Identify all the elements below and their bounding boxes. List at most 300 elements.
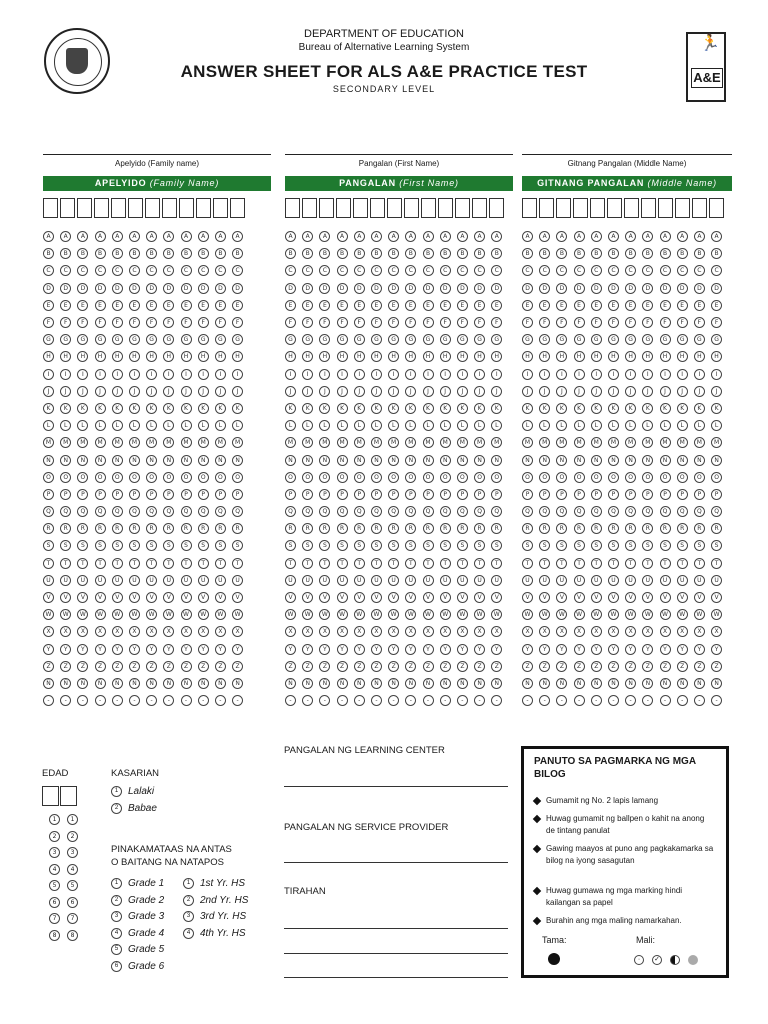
answer-bubble[interactable]: Y bbox=[574, 644, 585, 655]
answer-bubble[interactable]: U bbox=[556, 575, 567, 586]
answer-bubble[interactable]: C bbox=[491, 265, 502, 276]
answer-bubble[interactable]: Ñ bbox=[181, 678, 192, 689]
edad-digit-bubble[interactable]: 2 bbox=[49, 831, 60, 842]
answer-bubble[interactable]: E bbox=[215, 300, 226, 311]
answer-bubble[interactable]: T bbox=[539, 558, 550, 569]
answer-bubble[interactable]: C bbox=[198, 265, 209, 276]
answer-bubble[interactable]: S bbox=[163, 540, 174, 551]
answer-bubble[interactable]: Y bbox=[405, 644, 416, 655]
answer-bubble[interactable]: P bbox=[129, 489, 140, 500]
answer-bubble[interactable]: P bbox=[491, 489, 502, 500]
answer-bubble[interactable]: W bbox=[711, 609, 722, 620]
answer-bubble[interactable]: C bbox=[625, 265, 636, 276]
answer-bubble[interactable]: L bbox=[146, 420, 157, 431]
answer-bubble[interactable]: I bbox=[60, 369, 71, 380]
answer-bubble[interactable]: I bbox=[474, 369, 485, 380]
answer-bubble[interactable]: U bbox=[677, 575, 688, 586]
answer-bubble[interactable]: A bbox=[371, 231, 382, 242]
answer-bubble[interactable]: C bbox=[574, 265, 585, 276]
answer-bubble[interactable]: U bbox=[302, 575, 313, 586]
option-bubble[interactable]: 4 bbox=[183, 928, 194, 939]
answer-bubble[interactable]: O bbox=[129, 472, 140, 483]
answer-bubble[interactable]: J bbox=[625, 386, 636, 397]
letter-box[interactable] bbox=[60, 198, 75, 218]
answer-bubble[interactable]: F bbox=[491, 317, 502, 328]
answer-bubble[interactable]: - bbox=[319, 695, 330, 706]
answer-bubble[interactable]: N bbox=[302, 455, 313, 466]
answer-bubble[interactable]: U bbox=[232, 575, 243, 586]
answer-bubble[interactable]: Ñ bbox=[146, 678, 157, 689]
answer-bubble[interactable]: H bbox=[232, 351, 243, 362]
answer-bubble[interactable]: B bbox=[181, 248, 192, 259]
answer-bubble[interactable]: S bbox=[522, 540, 533, 551]
antas-option[interactable] bbox=[111, 961, 164, 972]
answer-bubble[interactable]: A bbox=[405, 231, 416, 242]
answer-bubble[interactable]: A bbox=[457, 231, 468, 242]
answer-bubble[interactable]: D bbox=[129, 283, 140, 294]
antas-option[interactable] bbox=[183, 911, 246, 922]
answer-bubble[interactable]: E bbox=[371, 300, 382, 311]
answer-bubble[interactable]: Q bbox=[625, 506, 636, 517]
answer-bubble[interactable]: J bbox=[677, 386, 688, 397]
antas-option[interactable] bbox=[111, 895, 164, 906]
answer-bubble[interactable]: G bbox=[711, 334, 722, 345]
answer-bubble[interactable]: H bbox=[608, 351, 619, 362]
letter-box[interactable] bbox=[128, 198, 143, 218]
answer-bubble[interactable]: L bbox=[371, 420, 382, 431]
answer-bubble[interactable]: L bbox=[198, 420, 209, 431]
answer-bubble[interactable]: G bbox=[232, 334, 243, 345]
answer-bubble[interactable]: - bbox=[677, 695, 688, 706]
answer-bubble[interactable]: U bbox=[574, 575, 585, 586]
answer-bubble[interactable]: Q bbox=[354, 506, 365, 517]
answer-bubble[interactable]: C bbox=[423, 265, 434, 276]
answer-bubble[interactable]: O bbox=[77, 472, 88, 483]
answer-bubble[interactable]: K bbox=[491, 403, 502, 414]
answer-bubble[interactable]: U bbox=[285, 575, 296, 586]
answer-bubble[interactable]: D bbox=[163, 283, 174, 294]
answer-bubble[interactable]: A bbox=[574, 231, 585, 242]
answer-bubble[interactable]: K bbox=[474, 403, 485, 414]
answer-bubble[interactable]: - bbox=[232, 695, 243, 706]
answer-bubble[interactable]: T bbox=[388, 558, 399, 569]
answer-bubble[interactable]: B bbox=[337, 248, 348, 259]
answer-bubble[interactable]: C bbox=[608, 265, 619, 276]
answer-bubble[interactable]: P bbox=[522, 489, 533, 500]
answer-bubble[interactable]: I bbox=[625, 369, 636, 380]
answer-bubble[interactable]: H bbox=[423, 351, 434, 362]
answer-bubble[interactable]: Q bbox=[112, 506, 123, 517]
answer-bubble[interactable]: - bbox=[591, 695, 602, 706]
answer-bubble[interactable]: - bbox=[354, 695, 365, 706]
antas-option[interactable] bbox=[183, 878, 245, 889]
answer-bubble[interactable]: K bbox=[677, 403, 688, 414]
answer-bubble[interactable]: D bbox=[146, 283, 157, 294]
answer-bubble[interactable]: N bbox=[642, 455, 653, 466]
answer-bubble[interactable]: I bbox=[232, 369, 243, 380]
answer-bubble[interactable]: J bbox=[302, 386, 313, 397]
answer-bubble[interactable]: J bbox=[198, 386, 209, 397]
answer-bubble[interactable]: N bbox=[677, 455, 688, 466]
answer-bubble[interactable]: X bbox=[474, 626, 485, 637]
answer-bubble[interactable]: Z bbox=[337, 661, 348, 672]
answer-bubble[interactable]: V bbox=[711, 592, 722, 603]
answer-bubble[interactable]: T bbox=[43, 558, 54, 569]
answer-bubble[interactable]: Ñ bbox=[371, 678, 382, 689]
answer-bubble[interactable]: F bbox=[43, 317, 54, 328]
answer-bubble[interactable]: Ñ bbox=[574, 678, 585, 689]
answer-bubble[interactable]: O bbox=[491, 472, 502, 483]
letter-box[interactable] bbox=[387, 198, 402, 218]
answer-bubble[interactable]: S bbox=[591, 540, 602, 551]
answer-bubble[interactable]: Y bbox=[423, 644, 434, 655]
answer-bubble[interactable]: W bbox=[423, 609, 434, 620]
answer-bubble[interactable]: A bbox=[591, 231, 602, 242]
answer-bubble[interactable]: R bbox=[388, 523, 399, 534]
answer-bubble[interactable]: H bbox=[354, 351, 365, 362]
answer-bubble[interactable]: V bbox=[694, 592, 705, 603]
answer-bubble[interactable]: U bbox=[625, 575, 636, 586]
answer-bubble[interactable]: W bbox=[474, 609, 485, 620]
answer-bubble[interactable]: M bbox=[181, 437, 192, 448]
answer-bubble[interactable]: K bbox=[608, 403, 619, 414]
answer-bubble[interactable]: D bbox=[574, 283, 585, 294]
answer-bubble[interactable]: D bbox=[608, 283, 619, 294]
answer-bubble[interactable]: W bbox=[440, 609, 451, 620]
answer-bubble[interactable]: - bbox=[43, 695, 54, 706]
answer-bubble[interactable]: M bbox=[60, 437, 71, 448]
option-bubble[interactable]: 6 bbox=[111, 961, 122, 972]
answer-bubble[interactable]: K bbox=[625, 403, 636, 414]
answer-bubble[interactable]: M bbox=[711, 437, 722, 448]
answer-bubble[interactable]: H bbox=[539, 351, 550, 362]
option-bubble[interactable]: 2 bbox=[111, 895, 122, 906]
answer-bubble[interactable]: E bbox=[440, 300, 451, 311]
answer-bubble[interactable]: Z bbox=[198, 661, 209, 672]
antas-option[interactable] bbox=[111, 944, 164, 955]
answer-bubble[interactable]: X bbox=[677, 626, 688, 637]
answer-bubble[interactable]: Z bbox=[43, 661, 54, 672]
answer-bubble[interactable]: A bbox=[677, 231, 688, 242]
answer-bubble[interactable]: V bbox=[302, 592, 313, 603]
answer-bubble[interactable]: W bbox=[574, 609, 585, 620]
answer-bubble[interactable]: - bbox=[302, 695, 313, 706]
answer-bubble[interactable]: T bbox=[302, 558, 313, 569]
answer-bubble[interactable]: C bbox=[371, 265, 382, 276]
answer-bubble[interactable]: W bbox=[95, 609, 106, 620]
answer-bubble[interactable]: X bbox=[146, 626, 157, 637]
answer-bubble[interactable]: K bbox=[112, 403, 123, 414]
option-bubble[interactable]: 5 bbox=[111, 944, 122, 955]
answer-bubble[interactable]: P bbox=[43, 489, 54, 500]
answer-bubble[interactable]: Z bbox=[539, 661, 550, 672]
answer-bubble[interactable]: J bbox=[285, 386, 296, 397]
answer-bubble[interactable]: Q bbox=[440, 506, 451, 517]
answer-bubble[interactable]: Ñ bbox=[423, 678, 434, 689]
answer-bubble[interactable]: F bbox=[95, 317, 106, 328]
edad-digit-bubble[interactable]: 7 bbox=[49, 913, 60, 924]
answer-bubble[interactable]: U bbox=[129, 575, 140, 586]
answer-bubble[interactable]: D bbox=[302, 283, 313, 294]
answer-bubble[interactable]: Ñ bbox=[112, 678, 123, 689]
antas-option[interactable] bbox=[183, 895, 248, 906]
answer-bubble[interactable]: I bbox=[574, 369, 585, 380]
answer-bubble[interactable]: H bbox=[491, 351, 502, 362]
answer-bubble[interactable]: E bbox=[129, 300, 140, 311]
answer-bubble[interactable]: Z bbox=[474, 661, 485, 672]
answer-bubble[interactable]: S bbox=[95, 540, 106, 551]
answer-bubble[interactable]: Y bbox=[591, 644, 602, 655]
answer-bubble[interactable]: C bbox=[457, 265, 468, 276]
answer-bubble[interactable]: - bbox=[405, 695, 416, 706]
answer-bubble[interactable]: Q bbox=[95, 506, 106, 517]
answer-bubble[interactable]: Q bbox=[423, 506, 434, 517]
answer-bubble[interactable]: Ñ bbox=[642, 678, 653, 689]
answer-bubble[interactable]: Z bbox=[694, 661, 705, 672]
answer-bubble[interactable]: F bbox=[77, 317, 88, 328]
answer-bubble[interactable]: V bbox=[95, 592, 106, 603]
answer-bubble[interactable]: S bbox=[440, 540, 451, 551]
answer-bubble[interactable]: M bbox=[677, 437, 688, 448]
answer-bubble[interactable]: B bbox=[491, 248, 502, 259]
answer-bubble[interactable]: Q bbox=[388, 506, 399, 517]
answer-bubble[interactable]: D bbox=[642, 283, 653, 294]
answer-bubble[interactable]: Y bbox=[354, 644, 365, 655]
answer-bubble[interactable]: C bbox=[129, 265, 140, 276]
answer-bubble[interactable]: L bbox=[232, 420, 243, 431]
learning-center-line[interactable] bbox=[284, 786, 508, 787]
answer-bubble[interactable]: C bbox=[474, 265, 485, 276]
answer-bubble[interactable]: N bbox=[146, 455, 157, 466]
answer-bubble[interactable]: D bbox=[405, 283, 416, 294]
answer-bubble[interactable]: Q bbox=[163, 506, 174, 517]
answer-bubble[interactable]: O bbox=[625, 472, 636, 483]
answer-bubble[interactable]: I bbox=[711, 369, 722, 380]
answer-bubble[interactable]: M bbox=[354, 437, 365, 448]
answer-bubble[interactable]: J bbox=[129, 386, 140, 397]
answer-bubble[interactable]: K bbox=[215, 403, 226, 414]
answer-bubble[interactable]: X bbox=[388, 626, 399, 637]
answer-bubble[interactable]: C bbox=[556, 265, 567, 276]
answer-bubble[interactable]: X bbox=[198, 626, 209, 637]
answer-bubble[interactable]: B bbox=[574, 248, 585, 259]
answer-bubble[interactable]: H bbox=[405, 351, 416, 362]
letter-box[interactable] bbox=[692, 198, 707, 218]
answer-bubble[interactable]: B bbox=[198, 248, 209, 259]
answer-bubble[interactable]: Y bbox=[677, 644, 688, 655]
answer-bubble[interactable]: M bbox=[591, 437, 602, 448]
answer-bubble[interactable]: J bbox=[608, 386, 619, 397]
answer-bubble[interactable]: T bbox=[642, 558, 653, 569]
answer-bubble[interactable]: S bbox=[319, 540, 330, 551]
answer-bubble[interactable]: M bbox=[302, 437, 313, 448]
answer-bubble[interactable]: E bbox=[457, 300, 468, 311]
answer-bubble[interactable]: F bbox=[457, 317, 468, 328]
answer-bubble[interactable]: E bbox=[474, 300, 485, 311]
answer-bubble[interactable]: E bbox=[337, 300, 348, 311]
answer-bubble[interactable]: D bbox=[539, 283, 550, 294]
option-bubble[interactable]: 4 bbox=[111, 928, 122, 939]
letter-box[interactable] bbox=[285, 198, 300, 218]
answer-bubble[interactable]: P bbox=[694, 489, 705, 500]
answer-bubble[interactable]: T bbox=[60, 558, 71, 569]
answer-bubble[interactable]: K bbox=[60, 403, 71, 414]
answer-bubble[interactable]: Z bbox=[625, 661, 636, 672]
option-bubble[interactable]: 2 bbox=[183, 895, 194, 906]
answer-bubble[interactable]: A bbox=[354, 231, 365, 242]
answer-bubble[interactable]: A bbox=[302, 231, 313, 242]
letter-box[interactable] bbox=[658, 198, 673, 218]
answer-bubble[interactable]: V bbox=[660, 592, 671, 603]
answer-bubble[interactable]: P bbox=[285, 489, 296, 500]
answer-bubble[interactable]: M bbox=[660, 437, 671, 448]
answer-bubble[interactable]: X bbox=[337, 626, 348, 637]
answer-bubble[interactable]: E bbox=[574, 300, 585, 311]
answer-bubble[interactable]: X bbox=[574, 626, 585, 637]
answer-bubble[interactable]: K bbox=[371, 403, 382, 414]
answer-bubble[interactable]: S bbox=[232, 540, 243, 551]
answer-bubble[interactable]: C bbox=[285, 265, 296, 276]
answer-bubble[interactable]: L bbox=[474, 420, 485, 431]
answer-bubble[interactable]: J bbox=[474, 386, 485, 397]
letter-box[interactable] bbox=[455, 198, 470, 218]
answer-bubble[interactable]: U bbox=[694, 575, 705, 586]
answer-bubble[interactable]: - bbox=[556, 695, 567, 706]
answer-bubble[interactable]: V bbox=[232, 592, 243, 603]
answer-bubble[interactable]: P bbox=[215, 489, 226, 500]
answer-bubble[interactable]: O bbox=[285, 472, 296, 483]
answer-bubble[interactable]: Q bbox=[371, 506, 382, 517]
answer-bubble[interactable]: Z bbox=[591, 661, 602, 672]
answer-bubble[interactable]: I bbox=[423, 369, 434, 380]
answer-bubble[interactable]: P bbox=[198, 489, 209, 500]
answer-bubble[interactable]: V bbox=[677, 592, 688, 603]
answer-bubble[interactable]: M bbox=[129, 437, 140, 448]
answer-bubble[interactable]: P bbox=[423, 489, 434, 500]
answer-bubble[interactable]: I bbox=[77, 369, 88, 380]
answer-bubble[interactable]: W bbox=[112, 609, 123, 620]
answer-bubble[interactable]: G bbox=[43, 334, 54, 345]
answer-bubble[interactable]: X bbox=[302, 626, 313, 637]
answer-bubble[interactable]: P bbox=[457, 489, 468, 500]
answer-bubble[interactable]: Z bbox=[112, 661, 123, 672]
answer-bubble[interactable]: Q bbox=[181, 506, 192, 517]
answer-bubble[interactable]: Q bbox=[591, 506, 602, 517]
answer-bubble[interactable]: R bbox=[660, 523, 671, 534]
answer-bubble[interactable]: C bbox=[60, 265, 71, 276]
answer-bubble[interactable]: - bbox=[285, 695, 296, 706]
edad-digit-bubble[interactable]: 4 bbox=[49, 864, 60, 875]
answer-bubble[interactable]: Z bbox=[129, 661, 140, 672]
answer-bubble[interactable]: Q bbox=[642, 506, 653, 517]
answer-bubble[interactable]: J bbox=[440, 386, 451, 397]
kasarian-option-lalaki[interactable] bbox=[111, 786, 154, 797]
answer-bubble[interactable]: C bbox=[43, 265, 54, 276]
answer-bubble[interactable]: L bbox=[319, 420, 330, 431]
answer-bubble[interactable]: R bbox=[522, 523, 533, 534]
answer-bubble[interactable]: N bbox=[625, 455, 636, 466]
answer-bubble[interactable]: O bbox=[591, 472, 602, 483]
option-bubble[interactable]: 3 bbox=[183, 911, 194, 922]
answer-bubble[interactable]: X bbox=[77, 626, 88, 637]
answer-bubble[interactable]: E bbox=[319, 300, 330, 311]
answer-bubble[interactable]: X bbox=[215, 626, 226, 637]
answer-bubble[interactable]: L bbox=[440, 420, 451, 431]
answer-bubble[interactable]: F bbox=[677, 317, 688, 328]
service-provider-line[interactable] bbox=[284, 862, 508, 863]
answer-bubble[interactable]: Y bbox=[556, 644, 567, 655]
answer-bubble[interactable]: H bbox=[677, 351, 688, 362]
answer-bubble[interactable]: P bbox=[302, 489, 313, 500]
answer-bubble[interactable]: G bbox=[337, 334, 348, 345]
answer-bubble[interactable]: N bbox=[129, 455, 140, 466]
answer-bubble[interactable]: O bbox=[423, 472, 434, 483]
answer-bubble[interactable]: J bbox=[457, 386, 468, 397]
answer-bubble[interactable]: X bbox=[112, 626, 123, 637]
letter-box[interactable] bbox=[404, 198, 419, 218]
answer-bubble[interactable]: P bbox=[60, 489, 71, 500]
answer-bubble[interactable]: C bbox=[440, 265, 451, 276]
answer-bubble[interactable]: Q bbox=[608, 506, 619, 517]
answer-bubble[interactable]: - bbox=[77, 695, 88, 706]
answer-bubble[interactable]: Z bbox=[677, 661, 688, 672]
answer-bubble[interactable]: V bbox=[423, 592, 434, 603]
answer-bubble[interactable]: D bbox=[285, 283, 296, 294]
answer-bubble[interactable]: - bbox=[371, 695, 382, 706]
answer-bubble[interactable]: T bbox=[440, 558, 451, 569]
answer-bubble[interactable]: Q bbox=[574, 506, 585, 517]
answer-bubble[interactable]: Ñ bbox=[388, 678, 399, 689]
answer-bubble[interactable]: N bbox=[215, 455, 226, 466]
answer-bubble[interactable]: M bbox=[694, 437, 705, 448]
answer-bubble[interactable]: T bbox=[574, 558, 585, 569]
answer-bubble[interactable]: P bbox=[474, 489, 485, 500]
answer-bubble[interactable]: K bbox=[522, 403, 533, 414]
answer-bubble[interactable]: A bbox=[198, 231, 209, 242]
answer-bubble[interactable]: N bbox=[660, 455, 671, 466]
answer-bubble[interactable]: U bbox=[457, 575, 468, 586]
answer-bubble[interactable]: P bbox=[711, 489, 722, 500]
answer-bubble[interactable]: F bbox=[146, 317, 157, 328]
answer-bubble[interactable]: I bbox=[319, 369, 330, 380]
answer-bubble[interactable]: O bbox=[302, 472, 313, 483]
answer-bubble[interactable]: S bbox=[337, 540, 348, 551]
answer-bubble[interactable]: G bbox=[405, 334, 416, 345]
answer-bubble[interactable]: C bbox=[354, 265, 365, 276]
answer-bubble[interactable]: T bbox=[556, 558, 567, 569]
answer-bubble[interactable]: Q bbox=[694, 506, 705, 517]
answer-bubble[interactable]: B bbox=[539, 248, 550, 259]
answer-bubble[interactable]: Y bbox=[60, 644, 71, 655]
answer-bubble[interactable]: S bbox=[112, 540, 123, 551]
answer-bubble[interactable]: X bbox=[556, 626, 567, 637]
answer-bubble[interactable]: R bbox=[95, 523, 106, 534]
answer-bubble[interactable]: I bbox=[146, 369, 157, 380]
answer-bubble[interactable]: H bbox=[388, 351, 399, 362]
answer-bubble[interactable]: F bbox=[181, 317, 192, 328]
answer-bubble[interactable]: W bbox=[371, 609, 382, 620]
answer-bubble[interactable]: A bbox=[388, 231, 399, 242]
answer-bubble[interactable]: I bbox=[491, 369, 502, 380]
answer-bubble[interactable]: Y bbox=[319, 644, 330, 655]
answer-bubble[interactable]: U bbox=[95, 575, 106, 586]
answer-bubble[interactable]: N bbox=[440, 455, 451, 466]
answer-bubble[interactable]: L bbox=[388, 420, 399, 431]
answer-bubble[interactable]: F bbox=[112, 317, 123, 328]
answer-bubble[interactable]: F bbox=[285, 317, 296, 328]
answer-bubble[interactable]: E bbox=[77, 300, 88, 311]
answer-bubble[interactable]: H bbox=[371, 351, 382, 362]
